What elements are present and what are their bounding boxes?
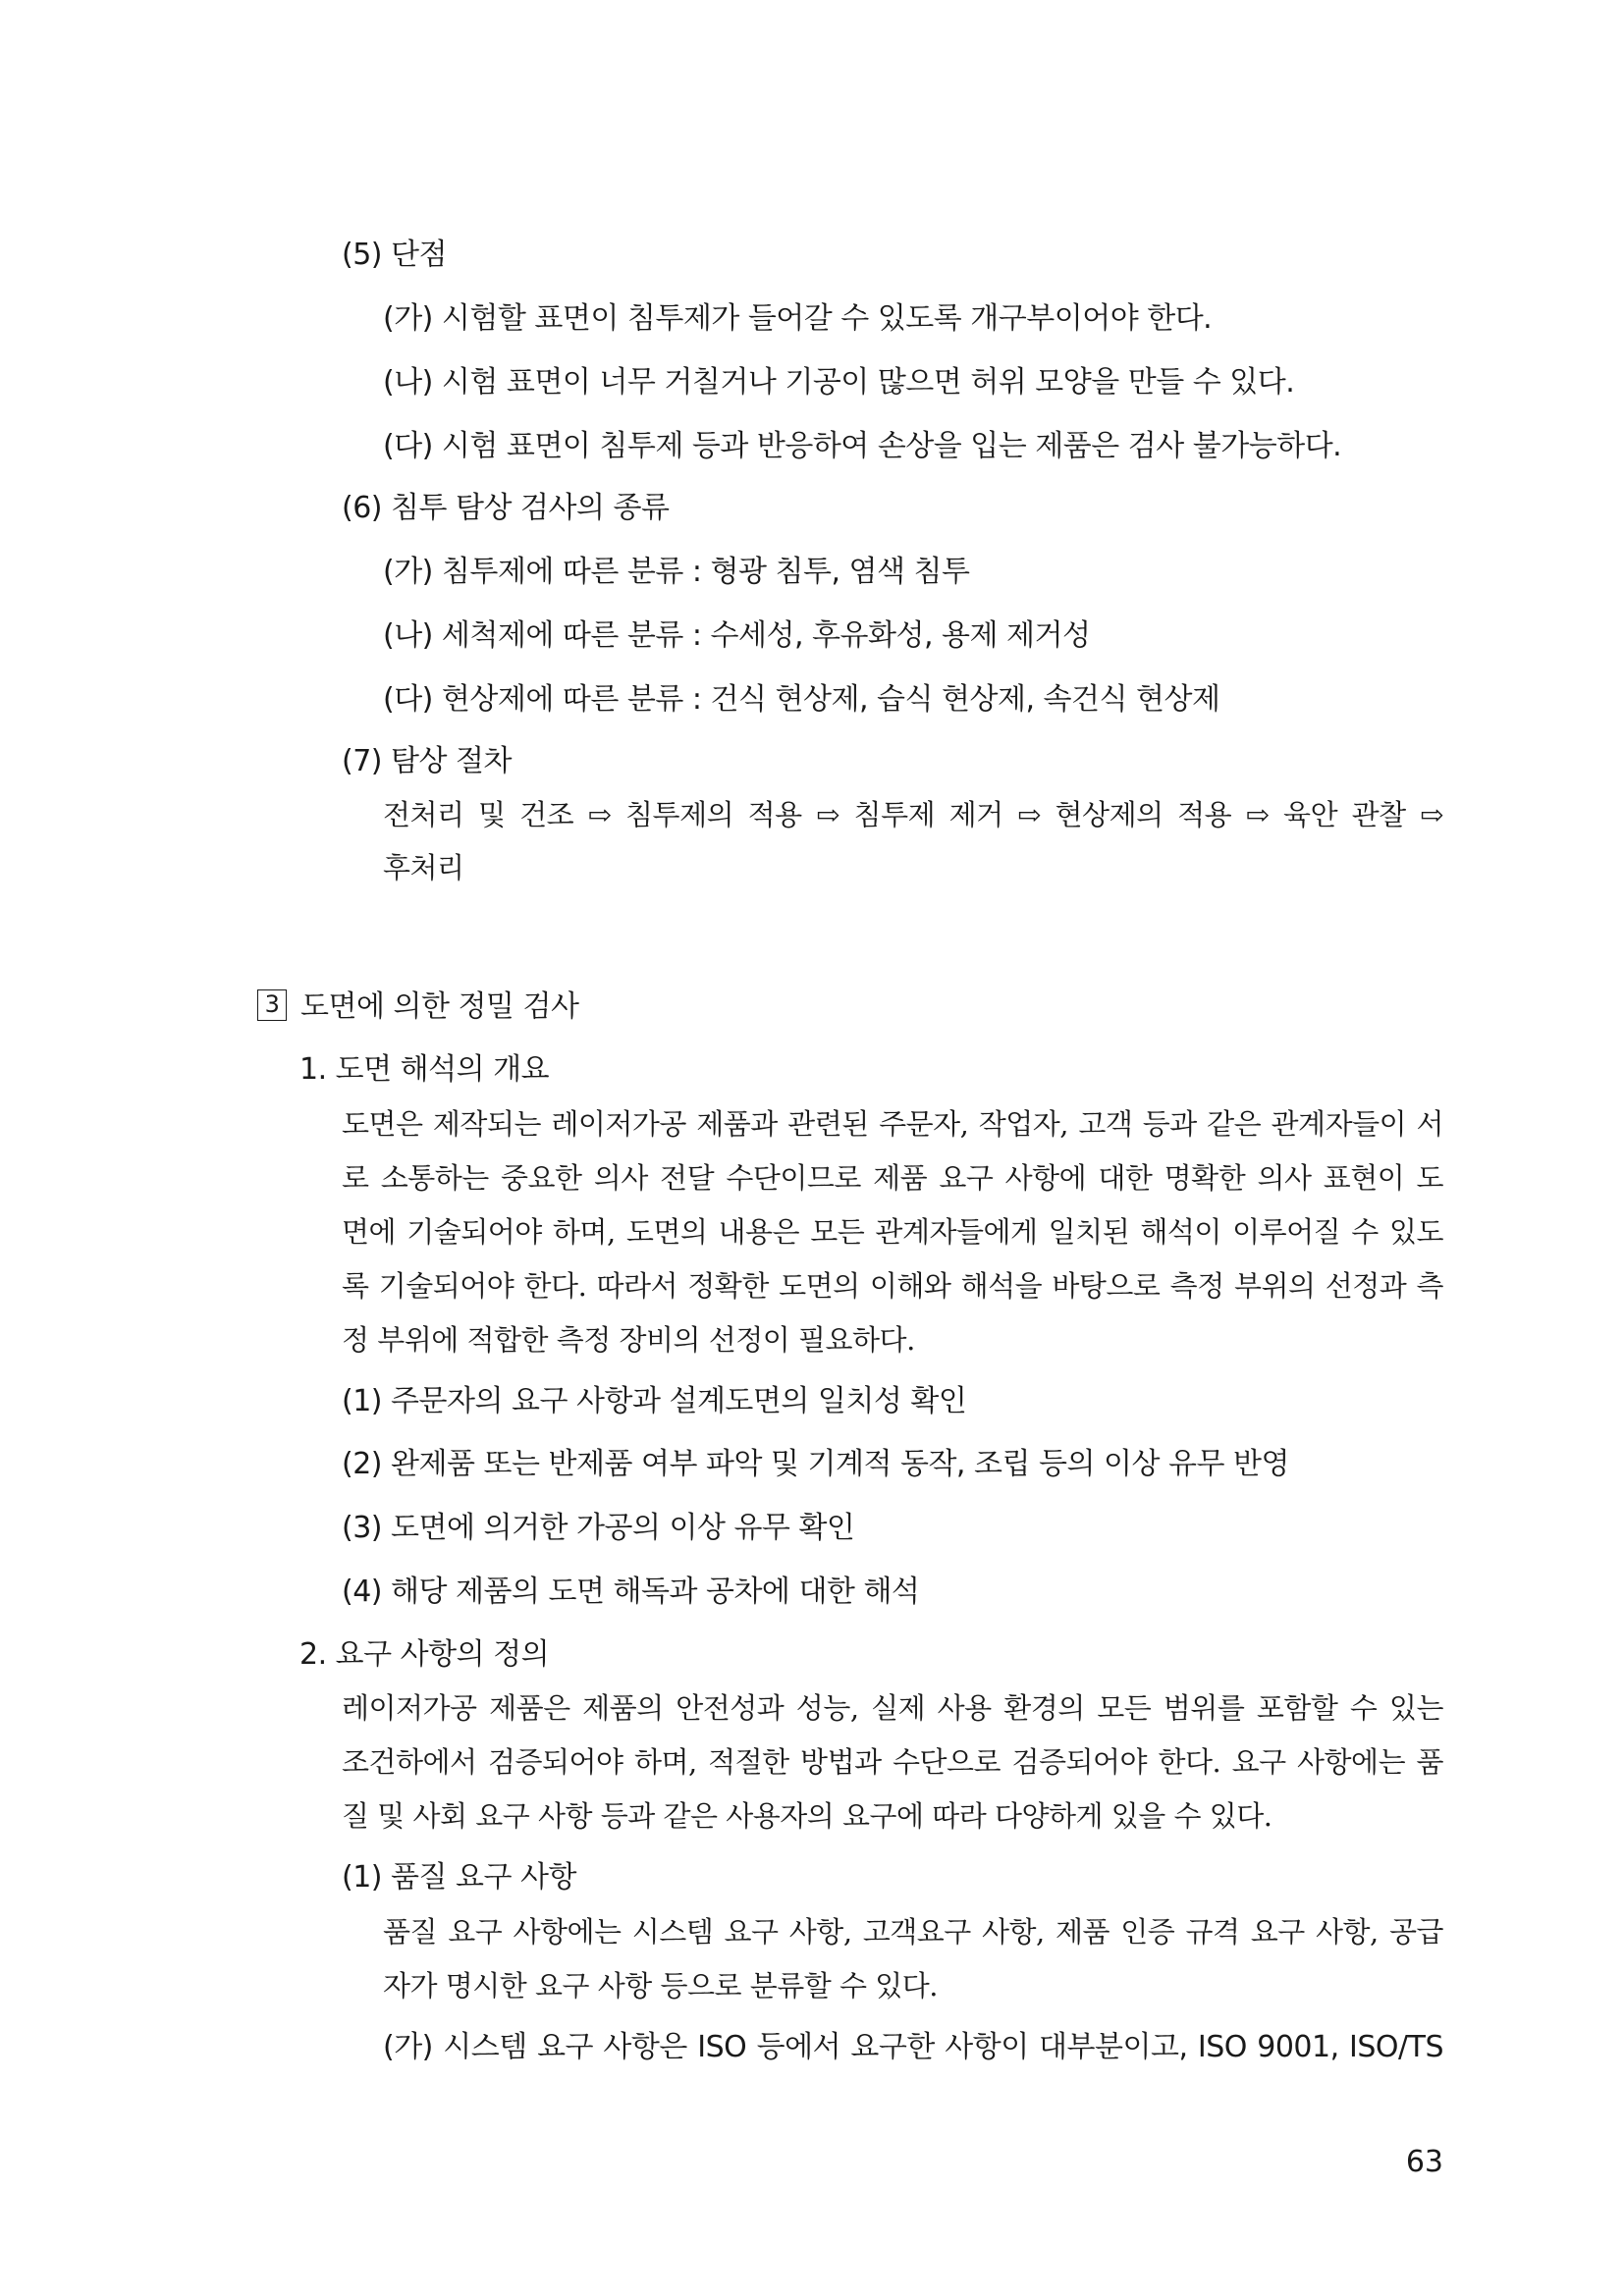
section-5-item-da: (다) 시험 표면이 침투제 등과 반응하여 손상을 입는 제품은 검사 불가능하다.	[383, 429, 1342, 463]
section-5-title: (5) 단점	[342, 238, 447, 272]
subsection-2-para-line-2: 조건하에서 검증되어야 하며, 적절한 방법과 수단으로 검증되어야 한다. 요구 사항에는 품	[342, 1745, 1443, 1779]
quality-requirements-item-ga: (가) 시스템 요구 사항은 ISO 등에서 요구한 사항이 대부분이고, ISO 9001, ISO/TS	[383, 2030, 1443, 2064]
section-3-box-number: 3	[257, 989, 287, 1021]
subsection-2-para-line-3: 질 및 사회 요구 사항 등과 같은 사용자의 요구에 따라 다양하게 있을 수 있다.	[342, 1799, 1272, 1833]
section-5-item-na: (나) 시험 표면이 너무 거칠거나 기공이 많으면 허위 모양을 만들 수 있다.	[383, 365, 1295, 400]
quality-requirements-para-line-1: 품질 요구 사항에는 시스템 요구 사항, 고객요구 사항, 제품 인증 규격 요구 사항, 공급	[383, 1915, 1443, 1949]
section-3-title: 도면에 의한 정밀 검사	[300, 989, 579, 1024]
subsection-1-item-4: (4) 해당 제품의 도면 해독과 공차에 대한 해석	[342, 1575, 920, 1609]
section-3-heading	[257, 988, 578, 1027]
subsection-2-title: 2. 요구 사항의 정의	[299, 1637, 550, 1672]
subsection-1-item-2: (2) 완제품 또는 반제품 여부 파악 및 기계적 동작, 조립 등의 이상 유무 반영	[342, 1447, 1289, 1481]
section-6-item-da: (다) 현상제에 따른 분류 : 건식 현상제, 습식 현상제, 속건식 현상제	[383, 682, 1220, 717]
subsection-1-item-3: (3) 도면에 의거한 가공의 이상 유무 확인	[342, 1511, 855, 1545]
subsection-1-item-1: (1) 주문자의 요구 사항과 설계도면의 일치성 확인	[342, 1384, 967, 1418]
section-6-item-na: (나) 세척제에 따른 분류 : 수세성, 후유화성, 용제 제거성	[383, 618, 1091, 653]
section-5-item-ga: (가) 시험할 표면이 침투제가 들어갈 수 있도록 개구부이어야 한다.	[383, 301, 1213, 336]
subsection-1-para-line-2: 로 소통하는 중요한 의사 전달 수단이므로 제품 요구 사항에 대한 명확한 의사 표현이 도	[342, 1161, 1443, 1195]
section-7-title: (7) 탐상 절차	[342, 744, 512, 778]
subsection-1-para-line-3: 면에 기술되어야 하며, 도면의 내용은 모든 관계자들에게 일치된 해석이 이루어질 수 있도	[342, 1215, 1443, 1249]
quality-requirements-para-line-2: 자가 명시한 요구 사항 등으로 분류할 수 있다.	[383, 1969, 938, 2002]
section-7-procedure-line-1: 전처리 및 건조 ⇨ 침투제의 적용 ⇨ 침투제 제거 ⇨ 현상제의 적용 ⇨ 육안 관찰 ⇨	[383, 798, 1443, 831]
subsection-1-title: 1. 도면 해석의 개요	[299, 1052, 550, 1087]
quality-requirements-title: (1) 품질 요구 사항	[342, 1860, 576, 1895]
section-6-item-ga: (가) 침투제에 따른 분류 : 형광 침투, 염색 침투	[383, 555, 970, 589]
page-number: 63	[1405, 2145, 1443, 2179]
section-6-title: (6) 침투 탐상 검사의 종류	[342, 491, 670, 525]
subsection-1-para-line-5: 정 부위에 적합한 측정 장비의 선정이 필요하다.	[342, 1323, 915, 1357]
subsection-2-para-line-1: 레이저가공 제품은 제품의 안전성과 성능, 실제 사용 환경의 모든 범위를 포함할 수 있는	[342, 1691, 1443, 1725]
subsection-1-para-line-1: 도면은 제작되는 레이저가공 제품과 관련된 주문자, 작업자, 고객 등과 같은 관계자들이 서	[342, 1107, 1443, 1141]
section-7-procedure-line-2: 후처리	[383, 851, 464, 884]
subsection-1-para-line-4: 록 기술되어야 한다. 따라서 정확한 도면의 이해와 해석을 바탕으로 측정 부위의 선정과 측	[342, 1269, 1443, 1303]
